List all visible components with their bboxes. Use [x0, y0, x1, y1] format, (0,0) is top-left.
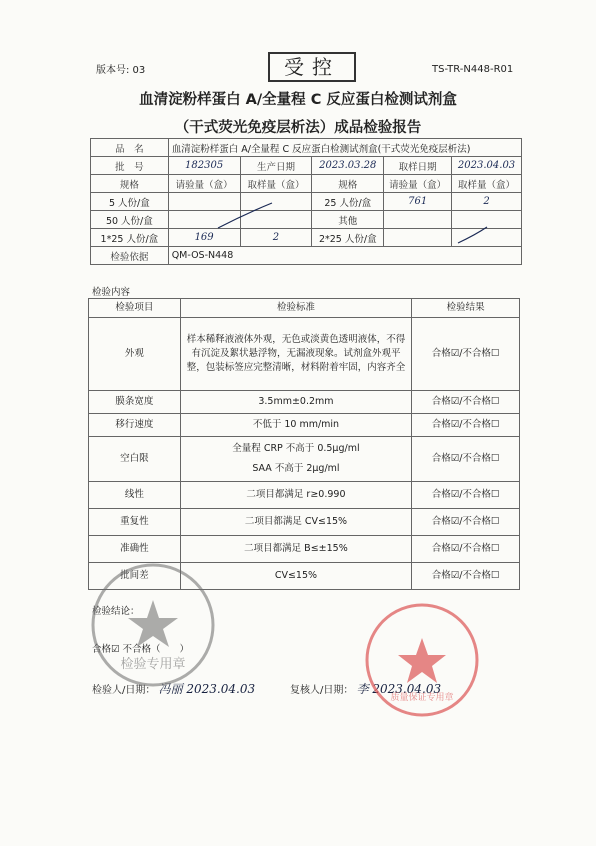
sample-qty-header-2: 取样量（盒）	[452, 175, 522, 193]
inspector-value: 冯丽 2023.04.03	[158, 682, 256, 696]
col-standard-header: 检验标准	[180, 299, 411, 318]
result-cell: 合格☑/不合格☐	[412, 563, 520, 590]
request-cell: 169	[168, 229, 240, 247]
result-cell: 合格☑/不合格☐	[412, 509, 520, 536]
conclusion-value: 合格☑ 不合格（ ）	[92, 644, 190, 655]
strike-line	[218, 203, 272, 228]
item-cell: 批间差	[89, 563, 181, 590]
product-label: 品 名	[91, 139, 169, 157]
spec-cell-2: 其他	[312, 211, 384, 229]
standard-cell: 二项目都满足 B≤±15%	[180, 536, 411, 563]
result-cell: 合格☑/不合格☐	[412, 437, 520, 482]
sample-cell-2: 2	[452, 193, 522, 211]
table-row	[89, 437, 520, 482]
report-title-line1: 血清淀粉样蛋白 A/全量程 C 反应蛋白检测试剂盒	[139, 92, 457, 108]
table-row	[89, 509, 520, 536]
reviewer-value: 李 2023.04.03	[356, 682, 442, 696]
standard-cell: 3.5mm±0.2mm	[180, 391, 411, 414]
reviewer-label: 复核人/日期：	[290, 685, 354, 696]
table-row	[89, 414, 520, 437]
conclusion-label: 检验结论：	[92, 606, 140, 617]
inspector-label: 检验人/日期：	[92, 685, 156, 696]
table-row	[89, 536, 520, 563]
item-cell: 准确性	[89, 536, 181, 563]
qa-seal	[362, 600, 482, 720]
table-row	[89, 482, 520, 509]
product-value: 血清淀粉样蛋白 A/全量程 C 反应蛋白检测试剂盒(干式荧光免疫层析法)	[168, 139, 521, 157]
standard-cell: 不低于 10 mm/min	[180, 414, 411, 437]
standard-cell: CV≤15%	[180, 563, 411, 590]
report-title-line2: （干式荧光免疫层析法）成品检验报告	[174, 120, 422, 136]
section-label: 检验内容	[92, 287, 131, 298]
batch-value: 182305	[168, 157, 240, 175]
spec-cell-2: 2*25 人份/盒	[312, 229, 384, 247]
star-icon	[398, 638, 446, 683]
col-result-header: 检验结果	[412, 299, 520, 318]
result-cell: 合格☑/不合格☐	[412, 536, 520, 563]
controlled-stamp: 受控	[268, 52, 356, 82]
table-row	[89, 391, 520, 414]
item-cell: 线性	[89, 482, 181, 509]
prod-date-label: 生产日期	[240, 157, 312, 175]
request-header: 请验量（盒）	[168, 175, 240, 193]
table-header-row	[89, 299, 520, 318]
inspection-seal	[88, 560, 218, 690]
basis-label: 检验依据	[91, 247, 169, 265]
item-cell: 移行速度	[89, 414, 181, 437]
sample-date-label: 取样日期	[384, 157, 452, 175]
item-cell: 膜条宽度	[89, 391, 181, 414]
seal-text: 质量保证专用章	[390, 693, 454, 703]
seal-text: 检验专用章	[120, 657, 186, 672]
basis-value: QM-OS-N448	[168, 247, 521, 265]
result-cell: 合格☑/不合格☐	[412, 414, 520, 437]
prod-date-value: 2023.03.28	[312, 157, 384, 175]
item-cell: 外观	[89, 318, 181, 391]
strike-line	[458, 227, 487, 243]
spec-cell: 50 人份/盒	[91, 211, 169, 229]
result-cell: 合格☑/不合格☐	[412, 318, 520, 391]
standard-line: SAA 不高于 2μg/ml	[252, 463, 340, 474]
star-icon	[128, 600, 178, 647]
spec-cell: 1*25 人份/盒	[91, 229, 169, 247]
version-number: 版本号: 03	[96, 65, 146, 76]
standard-cell: 二项目都满足 CV≤15%	[180, 509, 411, 536]
document-number: TS-TR-N448-R01	[432, 64, 514, 75]
spec-header-2: 规格	[312, 175, 384, 193]
batch-label: 批 号	[91, 157, 169, 175]
item-cell: 重复性	[89, 509, 181, 536]
standard-cell: 样本稀释液液体外观，无色或淡黄色透明液体，不得有沉淀及絮状悬浮物，无漏液现象。试剂盒外观平整，包装标签应完整清晰，材料附着牢固，内容齐全	[180, 318, 411, 391]
result-cell: 合格☑/不合格☐	[412, 482, 520, 509]
standard-line: 全量程 CRP 不高于 0.5μg/ml	[232, 443, 360, 455]
request-cell-2: 761	[384, 193, 452, 211]
table-row	[89, 318, 520, 391]
item-cell: 空白限	[89, 437, 181, 482]
spec-header: 规格	[91, 175, 169, 193]
result-cell: 合格☑/不合格☐	[412, 391, 520, 414]
spec-cell: 5 人份/盒	[91, 193, 169, 211]
spec-cell-2: 25 人份/盒	[312, 193, 384, 211]
standard-cell: 二项目都满足 r≥0.990	[180, 482, 411, 509]
request-header-2: 请验量（盒）	[384, 175, 452, 193]
sample-cell: 2	[240, 229, 312, 247]
sample-qty-header: 取样量（盒）	[240, 175, 312, 193]
standard-cell	[180, 437, 411, 482]
sample-date-value: 2023.04.03	[452, 157, 522, 175]
inspection-table	[88, 298, 520, 590]
col-item-header: 检验项目	[89, 299, 181, 318]
